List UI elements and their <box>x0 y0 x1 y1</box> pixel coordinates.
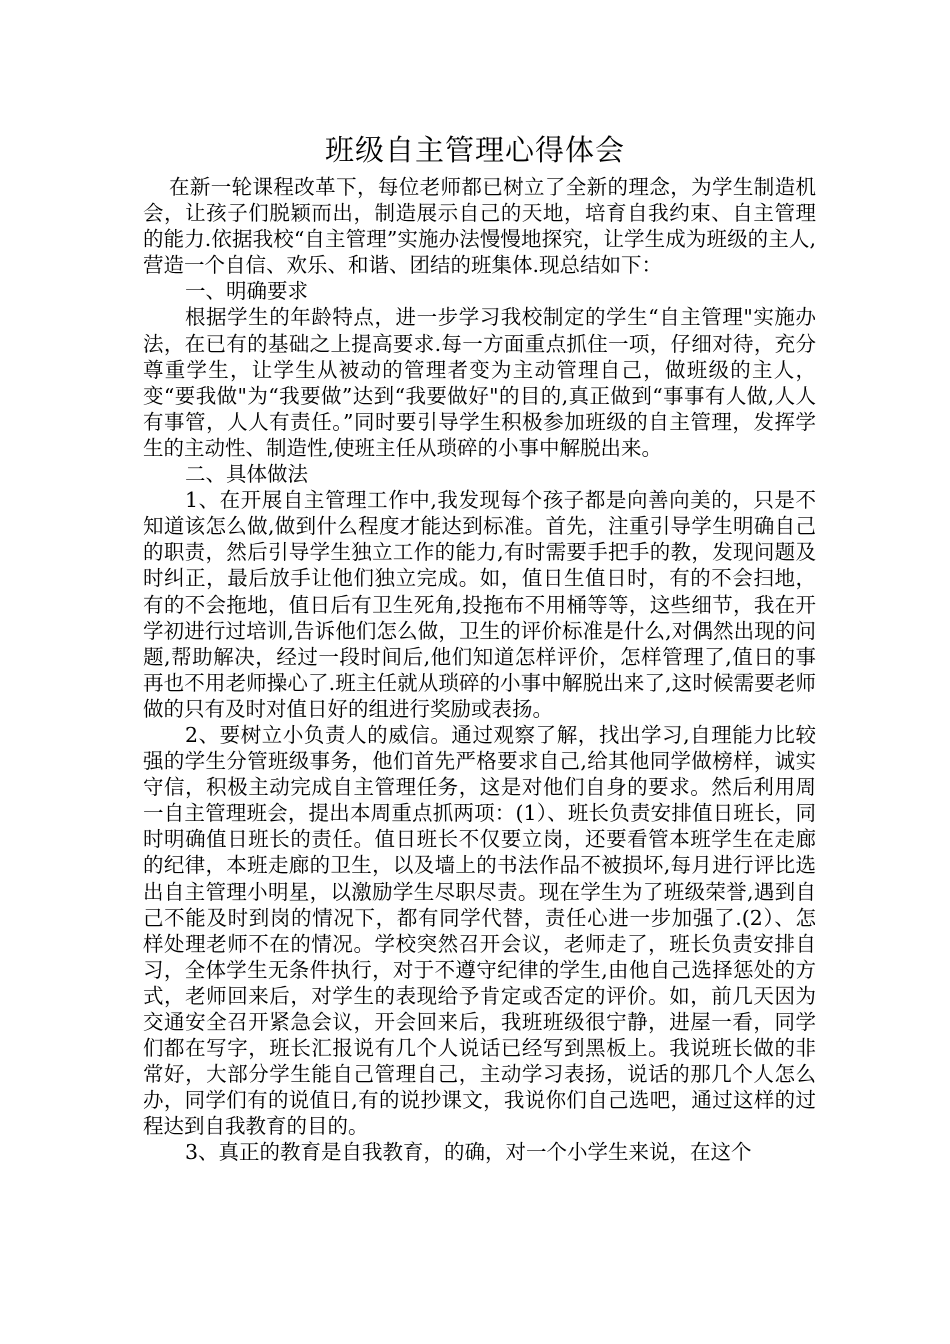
section-2-paragraph-1: 1、在开展自主管理工作中,我发现每个孩子都是向善向美的，只是不知道该怎么做,做到什么程度才能达到标准。首先，注重引导学生明确自己的职责，然后引导学生独立工作的能力,有时需要手把手的教，发现问题及时纠正，最后放手让他们独立完成。如，值日生值日时，有的不会扫地，有的不会拖地，值日后有卫生死角,投拖布不用桶等等，这些细节，我在开学初进行过培训,告诉他们怎么做，卫生的评价标准是什么,对偶然出现的问题,帮助解决，经过一段时间后,他们知道怎样评价，怎样管理了,值日的事再也不用老师操心了.班主任就从琐碎的小事中解脱出来了,这时候需要老师做的只有及时对值日好的组进行奖励或表扬。 <box>143 488 816 721</box>
section-heading-2: 二、具体做法 <box>185 462 308 487</box>
section-2-paragraph-2: 2、要树立小负责人的威信。通过观察了解，找出学习,自理能力比较强的学生分管班级事务，他们首先严格要求自己,给其他同学做榜样，诚实守信，积极主动完成自主管理任务，这是对他们自身的要求。然后利用周一自主管理班会，提出本周重点抓两项：(1）、班长负责安排值日班长，同时明确值日班长的责任。值日班长不仅要立岗，还要看管本班学生在走廊的纪律，本班走廊的卫生，以及墙上的书法作品不被损坏,每月进行评比选出自主管理小明星，以激励学生尽职尽责。现在学生为了班级荣誉,遇到自己不能及时到岗的情况下，都有同学代替，责任心进一步加强了.(2）、怎样处理老师不在的情况。学校突然召开会议，老师走了，班长负责安排自习，全体学生无条件执行，对于不遵守纪律的学生,由他自己选择惩处的方式，老师回来后，对学生的表现给予肯定或否定的评价。如，前几天因为交通安全召开紧急会议，开会回来后，我班班级很宁静，进屋一看，同学们都在写字，班长汇报说有几个人说话已经写到黑板上。我说班长做的非常好，大部分学生能自己管理自己，主动学习表扬，说话的那几个人怎么办，同学们有的说值日,有的说抄课文，我说你们自己选吧，通过这样的过程达到自我教育的目的。 <box>143 722 816 1139</box>
document-body <box>143 174 816 1166</box>
section-2-paragraph-3: 3、真正的教育是自我教育，的确，对一个小学生来说，在这个 <box>185 1140 752 1165</box>
intro-paragraph: 在新一轮课程改革下，每位老师都已树立了全新的理念，为学生制造机会，让孩子们脱颖而出，制造展示自己的天地，培育自我约束、自主管理的能力.依据我校“自主管理”实施办法慢慢地探究，让学生成为班级的主人,营造一个自信、欢乐、和谐、团结的班集体.现总结如下： <box>143 175 816 278</box>
section-heading-1: 一、明确要求 <box>185 279 308 304</box>
document-title: 班级自主管理心得体会 <box>324 133 625 167</box>
section-1-paragraph: 根据学生的年龄特点，进一步学习我校制定的学生“自主管理"实施办法，在已有的基础之上提高要求.每一方面重点抓住一项，仔细对待，充分尊重学生，让学生从被动的管理者变为主动管理自己，做班级的主人，变“要我做"为“我要做”达到“我要做好"的目的,真正做到“事事有人做,人人有事管，人人有责任。”同时要引导学生积极参加班级的自主管理，发挥学生的主动性、制造性,使班主任从琐碎的小事中解脱出来。 <box>143 305 816 460</box>
